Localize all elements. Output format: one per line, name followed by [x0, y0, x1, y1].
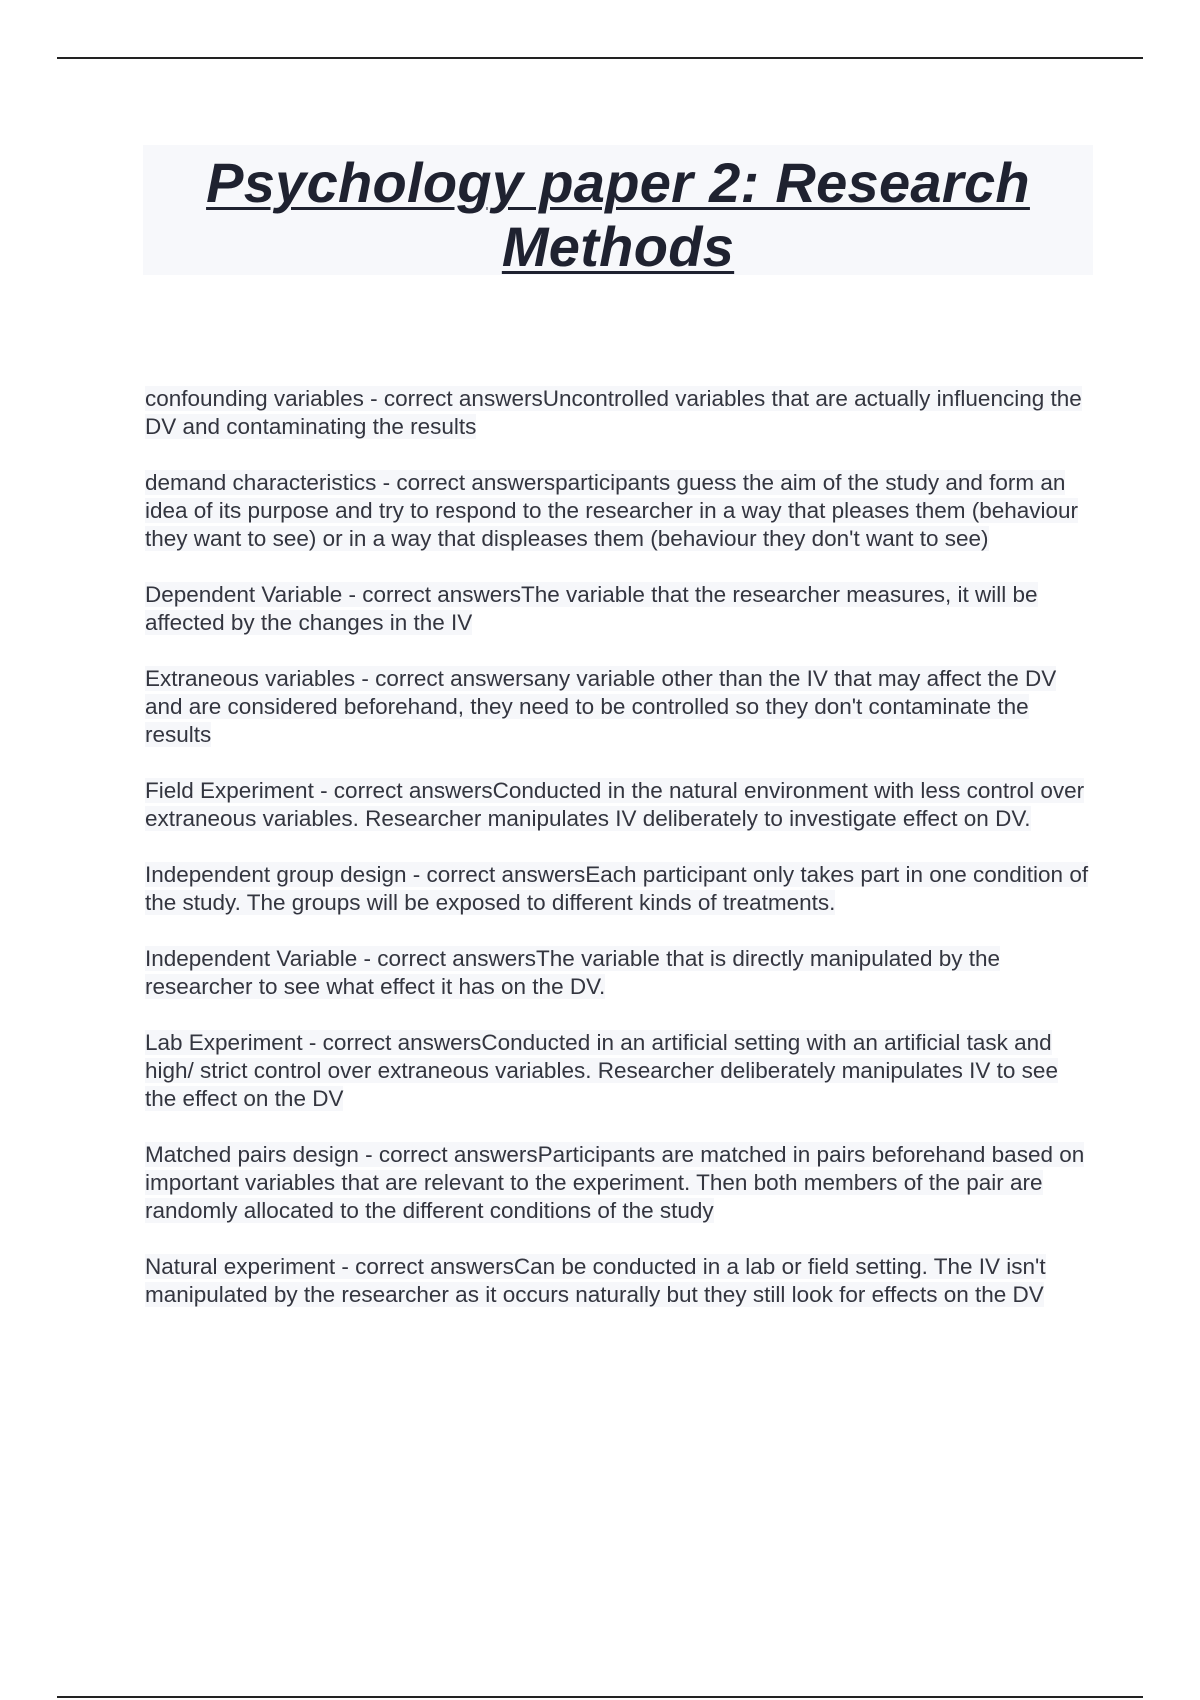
- page-title: Psychology paper 2: Research Methods: [206, 151, 1030, 278]
- list-item: [145, 469, 1095, 553]
- list-item: [145, 1029, 1095, 1113]
- entry-text: Extraneous variables - correct answersany variable other than the IV that may affect the DV and are considered beforehand, they need to be controlled so they don't contaminate the results: [145, 666, 1057, 747]
- entry-text: Independent Variable - correct answersThe variable that is directly manipulated by the researcher to see what effect it has on the DV.: [145, 946, 1001, 999]
- list-item: [145, 945, 1095, 1001]
- entry-text: Dependent Variable - correct answersThe variable that the researcher measures, it will be affected by the changes in the IV: [145, 582, 1038, 635]
- flashcard-list: [145, 385, 1095, 1309]
- title-banner: [143, 145, 1093, 278]
- list-item: [145, 665, 1095, 749]
- list-item: [145, 777, 1095, 833]
- entry-text: Lab Experiment - correct answersConducted in an artificial setting with an artificial task and high/ strict control over extraneous variables. Researcher deliberately manipulates IV to see the effect on the DV: [145, 1030, 1058, 1111]
- list-item: [145, 1141, 1095, 1225]
- entry-text: confounding variables - correct answersUncontrolled variables that are actually influencing the DV and contaminating the results: [145, 386, 1082, 439]
- entry-text: Natural experiment - correct answersCan be conducted in a lab or field setting. The IV isn't manipulated by the researcher as it occurs naturally but they still look for effects on the DV: [145, 1254, 1046, 1307]
- list-item: [145, 385, 1095, 441]
- top-rule: [57, 57, 1143, 59]
- entry-text: demand characteristics - correct answersparticipants guess the aim of the study and form an idea of its purpose and try to respond to the researcher in a way that pleases them (behaviour they want to see) or in a way that displeases them (behaviour they don't want to see): [145, 470, 1079, 551]
- bottom-rule: [57, 1696, 1143, 1698]
- list-item: [145, 1253, 1095, 1309]
- entry-text: Field Experiment - correct answersConducted in the natural environment with less control over extraneous variables. Researcher manipulates IV deliberately to investigate effect on DV.: [145, 778, 1085, 831]
- list-item: [145, 581, 1095, 637]
- list-item: [145, 861, 1095, 917]
- entry-text: Independent group design - correct answersEach participant only takes part in one condition of the study. The groups will be exposed to different kinds of treatments.: [145, 862, 1089, 915]
- entry-text: Matched pairs design - correct answersParticipants are matched in pairs beforehand based on important variables that are relevant to the experiment. Then both members of the pair are randomly allocated to the different conditions of the study: [145, 1142, 1085, 1223]
